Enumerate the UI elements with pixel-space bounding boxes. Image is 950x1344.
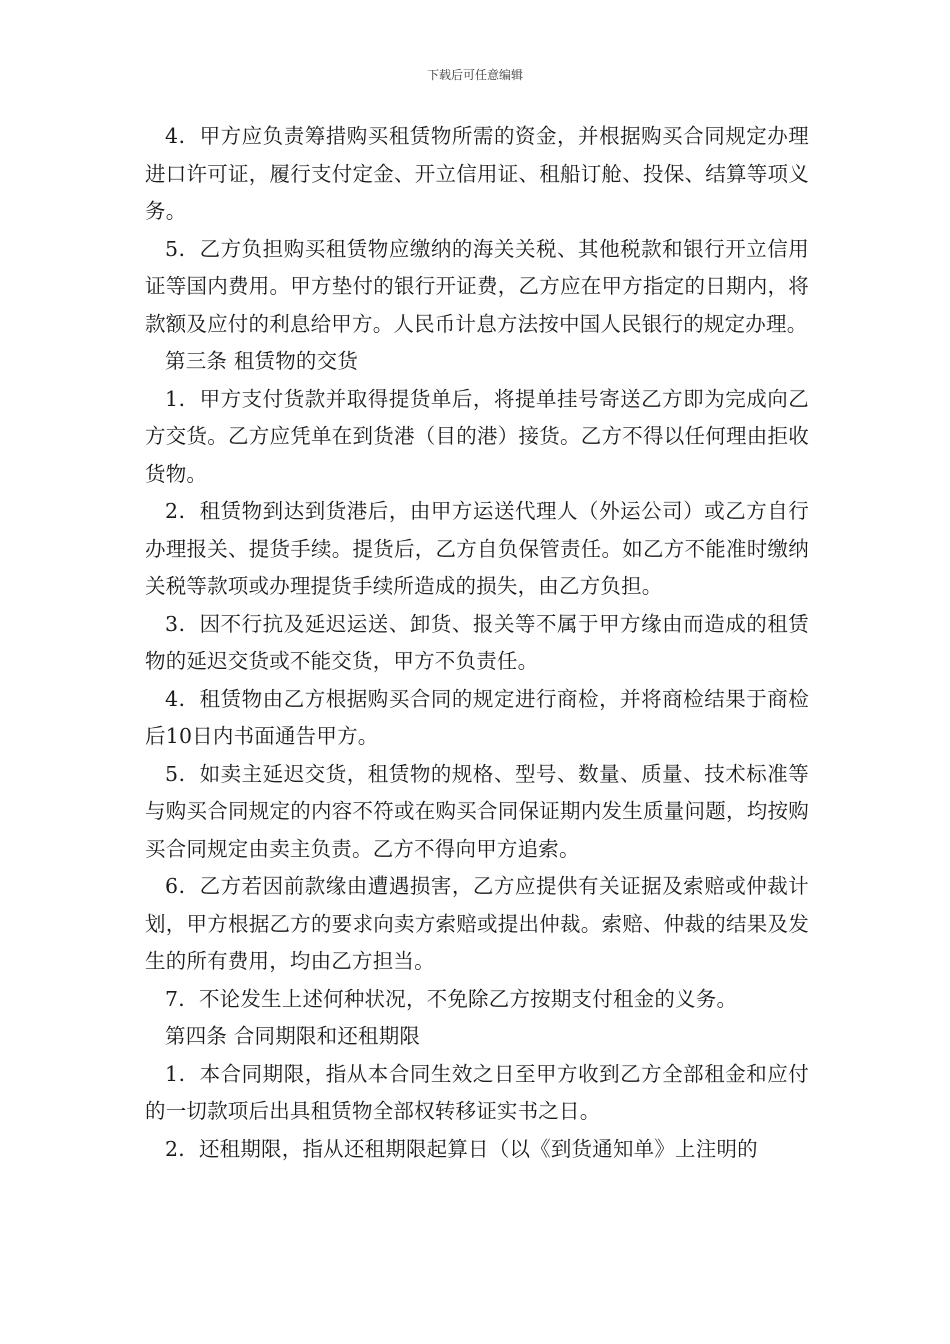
clause-paragraph: 4．租赁物由乙方根据购买合同的规定进行商检，并将商检结果于商检后10日内书面通告甲方。 [145,686,809,748]
section-heading: 第四条 合同期限和还租期限 [165,1024,421,1048]
clause-paragraph: 2．还租期限，指从还租期限起算日（以《到货通知单》上注明的 [165,1136,758,1161]
clause-paragraph: 1．甲方支付货款并取得提货单后，将提单挂号寄送乙方即为完成向乙方交货。乙方应凭单在到货港（目的港）接货。乙方不得以任何理由拒收货物。 [145,386,809,486]
clause-paragraph: 5．乙方负担购买租赁物应缴纳的海关关税、其他税款和银行开立信用证等国内费用。甲方垫付的银行开证费，乙方应在甲方指定的日期内，将款额及应付的利息给甲方。人民币计息方法按中国人民银行的规定办理。 [145,236,809,336]
clause-paragraph: 1．本合同期限，指从本合同生效之日至甲方收到乙方全部租金和应付的一切款项后出具租赁物全部权转移证实书之日。 [145,1061,809,1123]
document-body [145,118,809,1168]
clause-paragraph: 2．租赁物到达到货港后，由甲方运送代理人（外运公司）或乙方自行办理报关、提货手续。提货后，乙方自负保管责任。如乙方不能准时缴纳关税等款项或办理提货手续所造成的损失，由乙方负担。 [145,499,809,598]
clause-paragraph: 7．不论发生上述何种状况，不免除乙方按期支付租金的义务。 [165,986,738,1011]
clause-paragraph: 3．因不行抗及延迟运送、卸货、报关等不属于甲方缘由而造成的租赁物的延迟交货或不能交货，甲方不负责任。 [145,611,809,673]
clause-paragraph: 4．甲方应负责筹措购买租赁物所需的资金，并根据购买合同规定办理进口许可证，履行支付定金、开立信用证、租船订舱、投保、结算等项义务。 [145,124,809,223]
clause-paragraph: 6．乙方若因前款缘由遭遇损害，乙方应提供有关证据及索赔或仲裁计划，甲方根据乙方的要求向卖方索赔或提出仲裁。索赔、仲裁的结果及发生的所有费用，均由乙方担当。 [145,874,809,973]
page-header-note: 下载后可任意编辑 [426,68,523,82]
section-heading: 第三条 租赁物的交货 [165,349,359,373]
clause-paragraph: 5．如卖主延迟交货，租赁物的规格、型号、数量、质量、技术标准等与购买合同规定的内容不符或在购买合同保证期内发生质量问题，均按购买合同规定由卖主负责。乙方不得向甲方追索。 [145,761,809,861]
